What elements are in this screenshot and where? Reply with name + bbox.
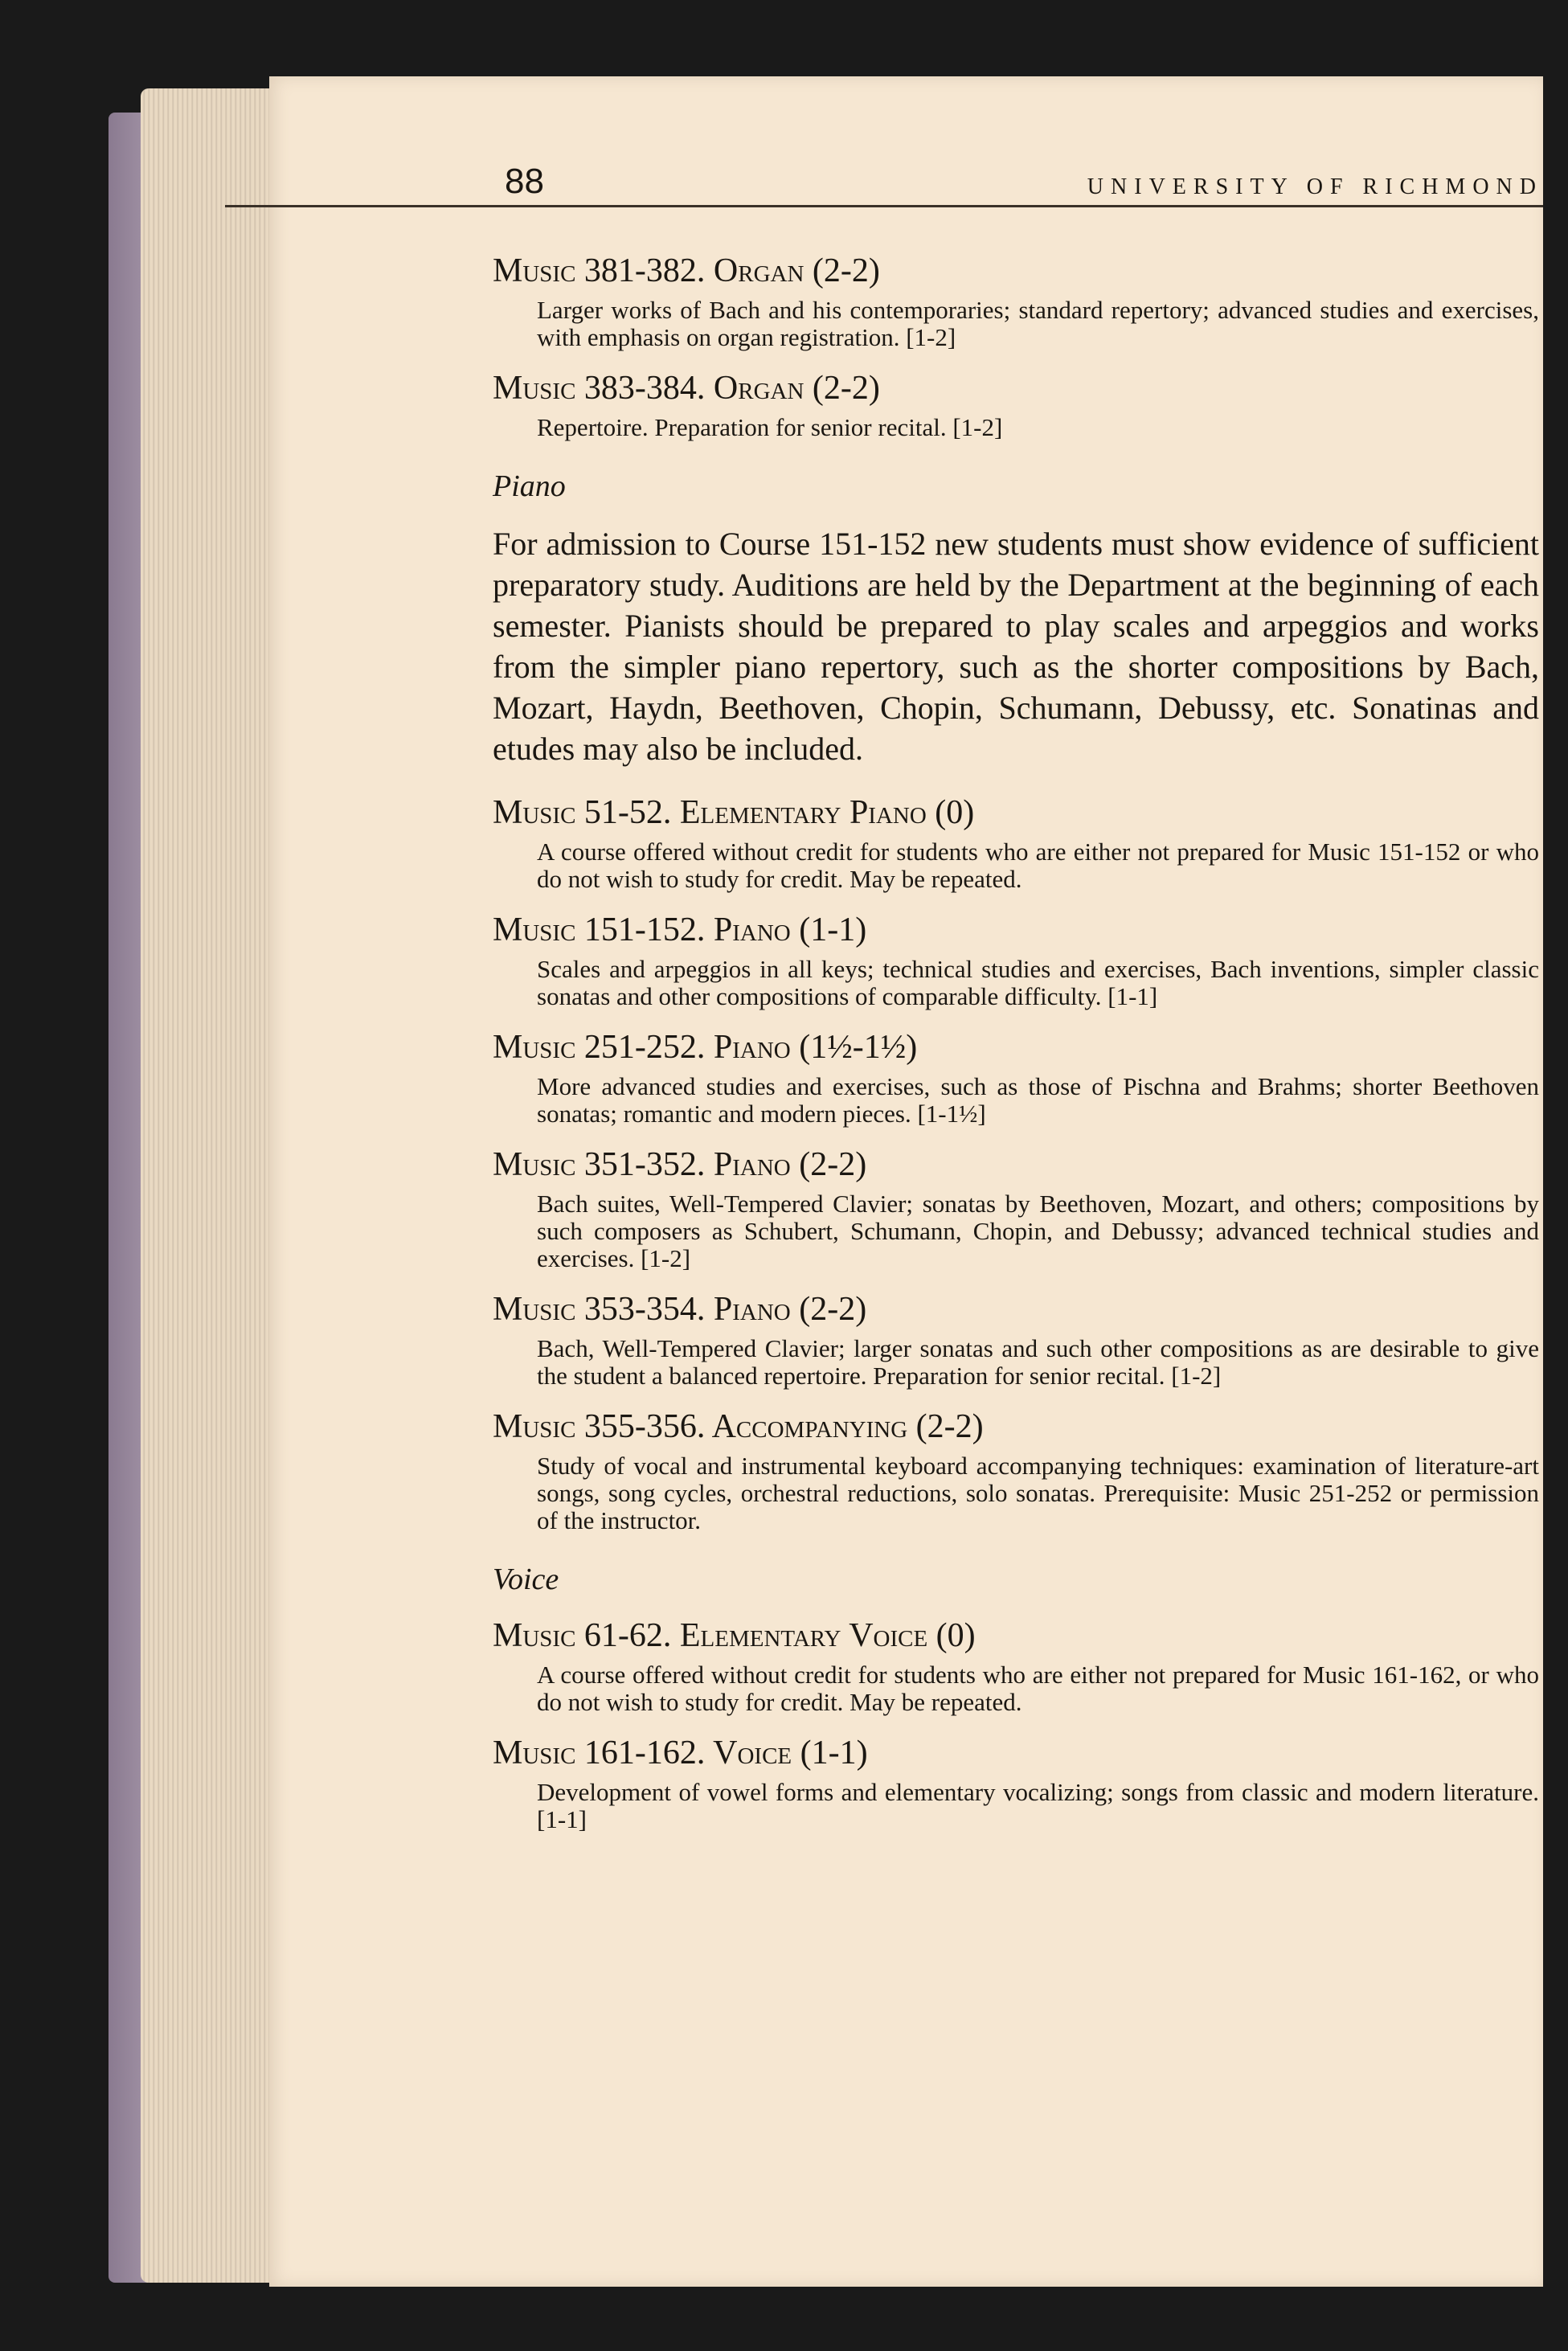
course-title: Music 353-354. Piano (2-2)	[493, 1291, 867, 1328]
course-music-251-252	[493, 1028, 1539, 1128]
running-head: UNIVERSITY OF RICHMOND	[1087, 174, 1543, 199]
course-music-151-152	[493, 911, 1539, 1010]
piano-intro-paragraph: For admission to Course 151-152 new students must show evidence of sufficient preparatory study. Auditions are held by the Department at the beginning of each semester. Pianists should be prepared to play scales and arpeggios and works from the simpler piano repertory, such as the shorter compositions by Bach, Mozart, Haydn, Beethoven, Chopin, Schumann, Debussy, etc. Sonatinas and etudes may also be included.	[493, 526, 1539, 767]
course-music-161-162	[493, 1734, 1539, 1833]
course-title: Music 383-384. Organ (2-2)	[493, 370, 880, 407]
course-description: Bach suites, Well-Tempered Clavier; sonatas by Beethoven, Mozart, and others; compositions by such composers as Schubert, Schumann, Chopin, and Debussy; advanced technical studies and exercises. [1-2]	[537, 1190, 1539, 1272]
course-description: Scales and arpeggios in all keys; technical studies and exercises, Bach inventions, simpler classic sonatas and other compositions of comparable difficulty. [1-1]	[537, 955, 1539, 1010]
course-music-61-62	[493, 1616, 1539, 1716]
course-title: Music 61-62. Elementary Voice (0)	[493, 1617, 976, 1654]
course-title: Music 151-152. Piano (1-1)	[493, 911, 867, 948]
course-music-383-384	[493, 369, 1539, 441]
course-title: Music 51-52. Elementary Piano (0)	[493, 794, 975, 831]
course-music-381-382	[493, 252, 1539, 351]
course-description: Bach, Well-Tempered Clavier; larger sonatas and such other compositions as are desirable to give the student a balanced repertoire. Preparation for senior recital. [1-2]	[537, 1334, 1539, 1390]
course-description: Development of vowel forms and elementary vocalizing; songs from classic and modern literature. [1-1]	[537, 1778, 1539, 1833]
course-music-51-52	[493, 793, 1539, 893]
course-title: Music 381-382. Organ (2-2)	[493, 252, 880, 289]
page-body	[493, 252, 1539, 1833]
course-title: Music 161-162. Voice (1-1)	[493, 1735, 868, 1771]
course-description: A course offered without credit for students who are either not prepared for Music 151-152 or who do not wish to study for credit. May be repeated.	[537, 838, 1539, 893]
course-music-353-354	[493, 1290, 1539, 1390]
course-title: Music 351-352. Piano (2-2)	[493, 1146, 867, 1183]
section-heading-voice: Voice	[493, 1563, 559, 1596]
page-number: 88	[505, 162, 544, 201]
section-heading-piano: Piano	[493, 469, 566, 503]
course-description: Larger works of Bach and his contemporaries; standard repertory; advanced studies and exercises, with emphasis on organ registration. [1-2]	[537, 296, 1539, 351]
course-title: Music 355-356. Accompanying (2-2)	[493, 1408, 984, 1445]
page-header	[225, 157, 1543, 207]
page-content	[225, 157, 1543, 1851]
course-description: Study of vocal and instrumental keyboard accompanying techniques: examination of literature-art songs, song cycles, orchestral reductions, solo sonatas. Prerequisite: Music 251-252 or permission of the instructor.	[537, 1452, 1539, 1534]
course-description: More advanced studies and exercises, such as those of Pischna and Brahms; shorter Beethoven sonatas; romantic and modern pieces. [1-1½]	[537, 1072, 1539, 1128]
course-description: Repertoire. Preparation for senior recital. [1-2]	[537, 413, 1003, 441]
course-music-351-352	[493, 1145, 1539, 1272]
course-description: A course offered without credit for students who are either not prepared for Music 161-162, or who do not wish to study for credit. May be repeated.	[537, 1661, 1539, 1716]
course-music-355-356	[493, 1407, 1539, 1534]
course-title: Music 251-252. Piano (1½-1½)	[493, 1029, 918, 1066]
